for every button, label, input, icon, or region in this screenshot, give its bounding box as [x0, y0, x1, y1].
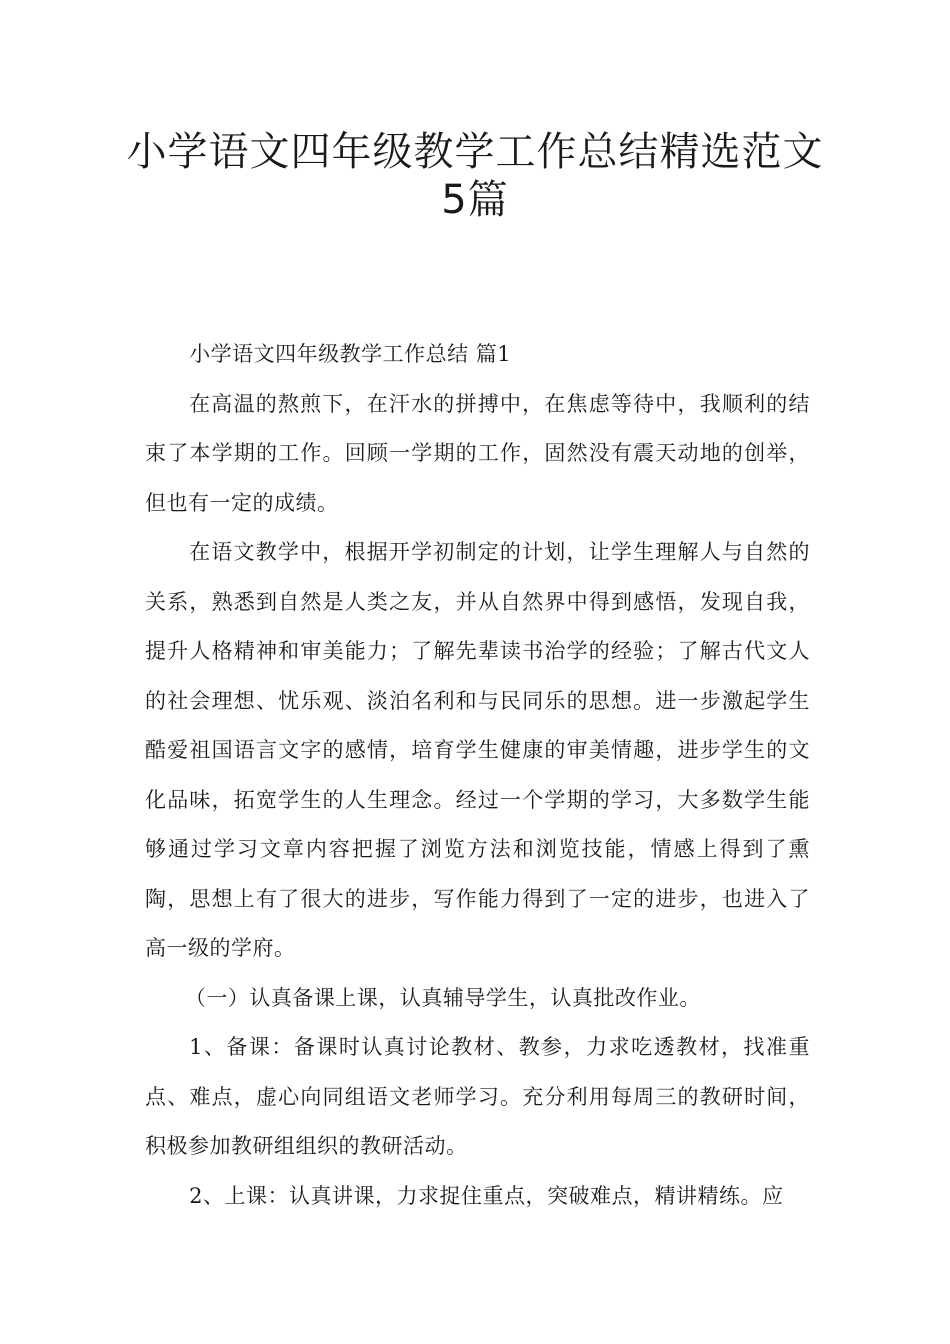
document-body — [145, 330, 810, 1221]
section-heading: 小学语文四年级教学工作总结 篇1 — [189, 342, 512, 366]
subsection-heading: （一）认真备课上课，认真辅导学生，认真批改作业。 — [184, 985, 701, 1010]
paragraph-2: 在语文教学中，根据开学初制定的计划，让学生理解人与自然的关系，熟悉到自然是人类之友，并从自然界中得到感悟，发现自我，提升人格精神和审美能力；了解先辈读书治学的经验；了解古代文人的社会理想、忧乐观、淡泊名利和与民同乐的思想。进一步激起学生酷爱祖国语言文字的感情，培育学生健康的审美情趣，进步学生的文化品味，拓宽学生的人生理念。经过一个学期的学习，大多数学生能够通过学习文章内容把握了浏览方法和浏览技能，情感上得到了熏陶，思想上有了很大的进步，写作能力得到了一定的进步，也进入了高一级的学府。 — [145, 540, 810, 960]
title-line-1: 小学语文四年级教学工作总结精选范文 — [126, 129, 824, 175]
title-line-2: 5篇 — [441, 177, 509, 223]
list-item-prep: 1、备课：备课时认真讨论教材、教参，力求吃透教材，找准重点、难点，虚心向同组语文老师学习。充分利用每周三的教研时间，积极参加教研组组织的教研活动。 — [145, 1035, 810, 1158]
list-item-class: 2、上课：认真讲课，力求捉住重点，突破难点，精讲精练。应 — [189, 1183, 784, 1208]
paragraph-1: 在高温的熬煎下，在汗水的拼搏中，在焦虑等待中，我顺利的结束了本学期的工作。回顾一学期的工作，固然没有震天动地的创举，但也有一定的成绩。 — [145, 391, 810, 515]
document-title — [100, 128, 850, 224]
